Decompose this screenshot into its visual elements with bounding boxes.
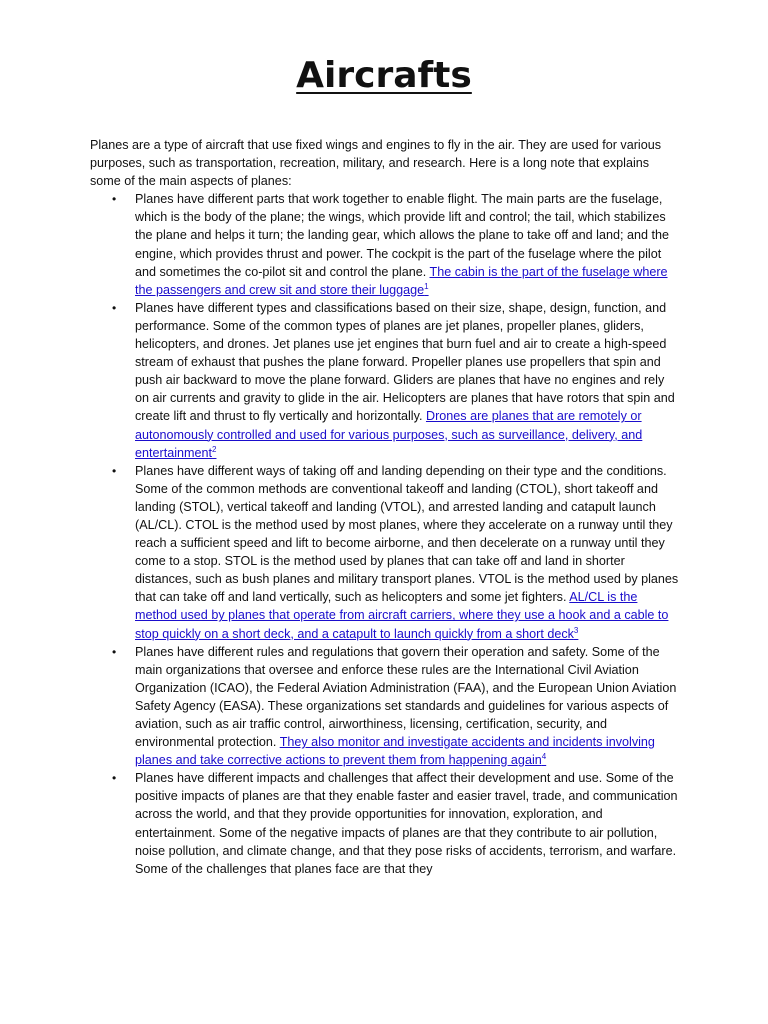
bullet-icon: •	[112, 192, 117, 207]
citation-ref: 3	[573, 625, 579, 635]
page-title-text: Aircrafts	[296, 55, 472, 96]
citation-link[interactable]: They also monitor and investigate accidents and incidents involving planes and take corrective actions to prevent them from happening again$^4$	[135, 735, 655, 768]
citation-ref: 4	[541, 752, 547, 761]
citation-link[interactable]: Drones are planes that are remotely or autonomously controlled and used for various purposes, such as surveillance, delivery, and entertainment$^2$	[135, 409, 643, 460]
citation-ref: 2	[212, 444, 217, 454]
bullet-icon: •	[112, 300, 117, 315]
citation-ref: 1	[424, 281, 429, 291]
bullet-icon: •	[112, 463, 117, 478]
list-item	[112, 190, 680, 299]
bullet-icon: •	[112, 644, 117, 659]
page-title	[0, 52, 768, 100]
list-item	[112, 299, 680, 462]
citation-link[interactable]: AL/CL is the method used by planes that operate from aircraft carriers, where they use a hook and a cable to stop quickly on a short deck, and a catapult to launch quickly from a short deck$^3$	[135, 590, 669, 641]
list-item-text: Planes have different types and classifications based on their size, shape, design, function, and performance. Some of the common types of planes are jet planes, propeller planes, gliders, helicopters, and drones. Jet planes use jet engines that burn fuel and air to create a high-speed stream of exhaust that pushes the plane forward. Propeller planes use propellers that spin and push air backward to move the plane forward. Gliders are planes that have no engines and rely on air currents and gravity to glide in the air. Helicopters are planes that have rotors that spin and create lift and thrust to fly vertically and horizontally.	[135, 300, 675, 424]
list-item-text: Planes have different parts that work together to enable flight. The main parts are the fuselage, which is the body of the plane; the wings, which provide lift and control; the tail, which stabilizes the plane and helps it turn; the landing gear, which allows the plane to take off and land; and the engine, which provides thrust and power. The cockpit is the part of the fuselage where the pilot and sometimes the co-pilot sit and control the plane.	[135, 192, 669, 279]
list-item-text: Planes have different ways of taking off and landing depending on their type and the conditions. Some of the common methods are conventional takeoff and landing (CTOL), short takeoff and landing (STOL), vertical takeoff and landing (VTOL), and arrested landing and catapult launch (AL/CL). CTOL is the method used by most planes, where they accelerate on a runway until they reach a sufficient speed and lift to become airborne, and then decelerate on a runway until they come to a stop. STOL is the method used by planes that can take off and land in shorter distances, such as bush planes and military transport planes. VTOL is the method used by planes that can take off and land vertically, such as helicopters and some jet fighters.	[135, 463, 679, 605]
bullet-icon: •	[112, 771, 117, 786]
list-item-text: Planes have different impacts and challenges that affect their development and use. Some of the positive impacts of planes are that they enable faster and easier travel, trade, and communication across the world, and that they provide opportunities for innovation, exploration, and entertainment. Some of the negative impacts of planes are that they contribute to air pollution, noise pollution, and climate change, and that they pose risks of accidents, terrorism, and warfare. Some of the challenges that planes face are that they	[135, 771, 678, 876]
document-body	[90, 136, 680, 878]
list-item-text: Planes have different rules and regulations that govern their operation and safety. Some of the main organizations that oversee and enforce these rules are the International Civil Aviation Organization (ICAO), the Federal Aviation Administration (FAA), and the European Union Aviation Safety Agency (EASA). These organizations set standards and guidelines for various aspects of aviation, such as air traffic control, airworthiness, licensing, certification, security, and environmental protection.	[135, 644, 677, 750]
bullet-list	[90, 190, 680, 878]
list-item	[112, 462, 680, 643]
citation-link[interactable]: The cabin is the part of the fuselage where the passengers and crew sit and store their luggage$^1$	[135, 264, 668, 297]
list-item	[112, 643, 680, 770]
list-item	[112, 769, 680, 878]
intro-paragraph: Planes are a type of aircraft that use fixed wings and engines to fly in the air. They are used for various purposes, such as transportation, recreation, military, and research. Here is a long note that explains some of the main aspects of planes:	[90, 138, 662, 189]
